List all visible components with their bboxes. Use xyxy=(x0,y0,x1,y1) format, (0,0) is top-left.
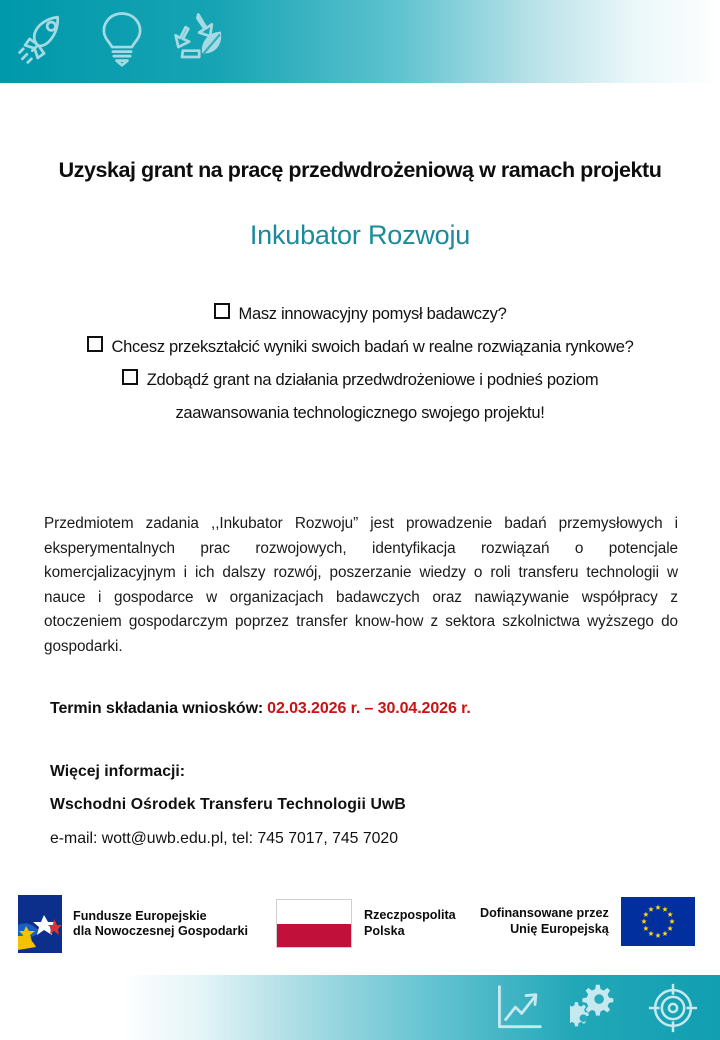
square-bullet-icon xyxy=(214,303,230,319)
description-paragraph: Przedmiotem zadania ,,Inkubator Rozwoju” jest prowadzenie badań przemysłowych i eksperymentalnych prac rozwojowych, identyfikacja rozwiązań o potencjale komercjalizacyjnym i ich dalszy rozwój, poszerzanie wiedzy o roli transferu technologii w nauce i gospodarce w organizacjach badawczych oraz nawiązywanie współpracy z otoczeniem gospodarczym poprzez transfer know-how z sektora szkolnictwa wyższego do gospodarki. xyxy=(44,515,678,655)
european-funds-flag-icon xyxy=(18,895,62,953)
list-item-label: Chcesz przekształcić wyniki swoich badań w realne rozwiązania rynkowe? xyxy=(111,338,634,356)
contact-email-phone: e-mail: wott@uwb.edu.pl, tel: 745 7017, 745 7020 xyxy=(50,830,398,847)
square-bullet-icon xyxy=(122,369,138,385)
logo-fundusze-line2: dla Nowoczesnej Gospodarki xyxy=(73,924,248,938)
list-item xyxy=(0,364,720,430)
logo-eu-line2: Unię Europejską xyxy=(510,921,609,936)
list-item-label: Zdobądź grant na działania przedwdrożeniowe i podnieś poziom xyxy=(146,371,599,389)
benefit-bullet-list xyxy=(0,298,720,430)
more-info-label: Więcej informacji: xyxy=(50,763,186,780)
target-icon xyxy=(648,983,698,1033)
logo-polska-line1: Rzeczpospolita xyxy=(364,908,456,922)
square-bullet-icon xyxy=(87,336,103,352)
lightbulb-icon xyxy=(96,9,148,67)
logo-rzeczpospolita-polska xyxy=(276,899,456,948)
list-item-label: Masz innowacyjny pomysł badawczy? xyxy=(238,305,507,323)
logo-polska-line2: Polska xyxy=(364,923,405,938)
list-item xyxy=(0,331,720,364)
page-headline: Uzyskaj grant na pracę przedwdrożeniową w ramach projektu xyxy=(58,158,662,182)
recycle-leaf-icon xyxy=(170,9,232,67)
rocket-icon xyxy=(16,9,74,67)
project-title: Inkubator Rozwoju xyxy=(249,220,471,250)
growth-chart-icon xyxy=(494,984,544,1032)
flag-stripe-white xyxy=(277,900,351,924)
eu-stars-circle-icon xyxy=(621,897,695,946)
logo-eu-line1: Dofinansowane przez xyxy=(480,906,609,920)
top-banner xyxy=(0,0,720,83)
funding-logo-strip xyxy=(0,893,720,955)
logo-eu-text xyxy=(480,906,609,937)
logo-fundusze-europejskie xyxy=(18,895,248,953)
list-item xyxy=(0,298,720,331)
flag-stripe-red xyxy=(277,924,351,948)
deadline-label: Termin składania wniosków: xyxy=(50,700,264,717)
logo-fundusze-text xyxy=(73,909,248,940)
logo-fundusze-line1: Fundusze Europejskie xyxy=(73,908,207,923)
gears-icon xyxy=(570,984,622,1032)
deadline-line xyxy=(50,700,471,718)
eu-flag-icon xyxy=(621,897,695,946)
poland-flag-icon xyxy=(276,899,352,948)
logo-unia-europejska xyxy=(480,897,695,946)
bottom-banner xyxy=(0,975,720,1040)
bottom-banner-icon-group xyxy=(494,983,698,1033)
logo-polska-text xyxy=(364,908,456,939)
top-banner-icon-group xyxy=(16,9,232,67)
office-name: Wschodni Ośrodek Transferu Technologii UwB xyxy=(50,796,406,813)
list-item-label-continuation: zaawansowania technologicznego swojego projektu! xyxy=(175,404,545,422)
deadline-dates: 02.03.2026 r. – 30.04.2026 r. xyxy=(267,700,471,717)
